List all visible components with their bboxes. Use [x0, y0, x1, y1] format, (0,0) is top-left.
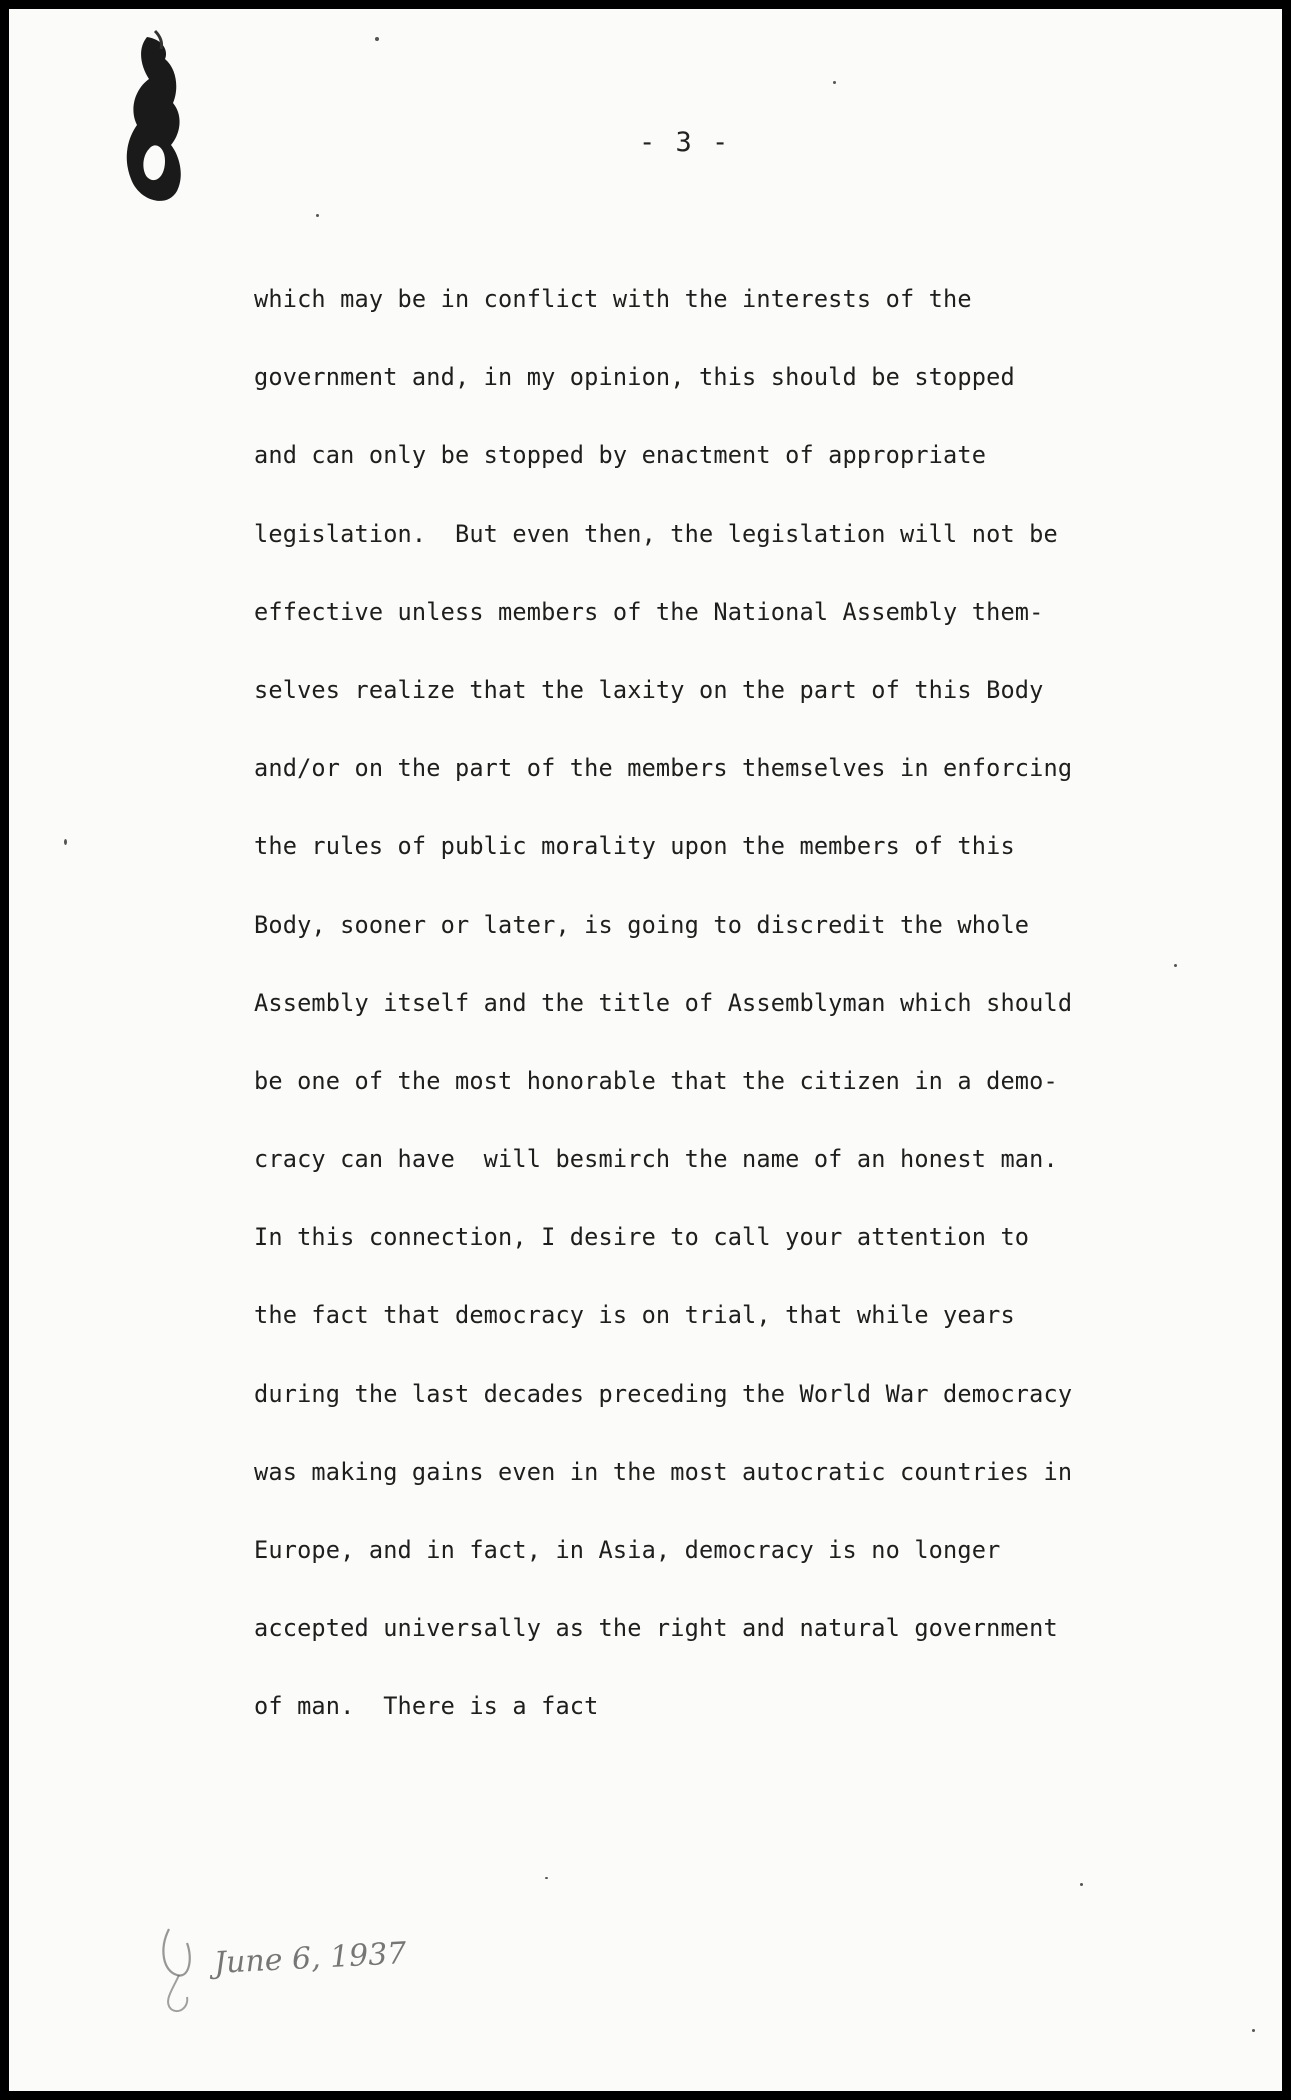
- paper-speck: [1252, 2029, 1255, 2032]
- paper-speck: [833, 81, 836, 84]
- text-line: was making gains even in the most autocratic countries in: [254, 1457, 1073, 1486]
- text-line: during the last decades preceding the World War democracy: [254, 1379, 1073, 1408]
- text-line: which may be in conflict with the interests of the: [254, 285, 972, 313]
- paper-speck: [1080, 1883, 1083, 1886]
- text-line: the fact that democracy is on trial, that while years: [254, 1301, 1015, 1330]
- paper-speck: [64, 839, 67, 845]
- paper-speck: [316, 214, 319, 217]
- paper-speck: [375, 37, 379, 41]
- text-line: government and, in my opinion, this should be stopped: [254, 363, 1015, 392]
- text-line: of man. There is a fact: [254, 1692, 599, 1721]
- handwritten-date: June 6, 1937: [213, 1935, 408, 1982]
- text-line: effective unless members of the National Assembly them-: [254, 597, 1044, 626]
- paper-speck: [1174, 964, 1177, 967]
- binder-hole-mark: [119, 29, 199, 239]
- paper-speck: [545, 1877, 548, 1879]
- text-line: and can only be stopped by enactment of appropriate: [254, 441, 987, 470]
- text-line: Europe, and in fact, in Asia, democracy is no longer: [254, 1536, 1001, 1564]
- text-line: selves realize that the laxity on the part of this Body: [254, 675, 1044, 704]
- document-page: [9, 9, 1282, 2091]
- text-line: Assembly itself and the title of Assemblyman which should: [254, 988, 1073, 1017]
- text-line: and/or on the part of the members themselves in enforcing: [254, 754, 1073, 783]
- text-line: cracy can have will besmirch the name of an honest man.: [254, 1145, 1058, 1174]
- text-line: be one of the most honorable that the citizen in a demo-: [254, 1066, 1058, 1095]
- page-number: - 3 -: [639, 127, 731, 158]
- text-line: the rules of public morality upon the members of this: [254, 832, 1015, 861]
- text-line: In this connection, I desire to call your attention to: [254, 1223, 1030, 1252]
- text-line: Body, sooner or later, is going to discredit the whole: [254, 910, 1030, 939]
- text-line: legislation. But even then, the legislation will not be: [254, 519, 1058, 548]
- text-line: accepted universally as the right and natural government: [254, 1614, 1058, 1643]
- body-text: [254, 279, 1174, 1765]
